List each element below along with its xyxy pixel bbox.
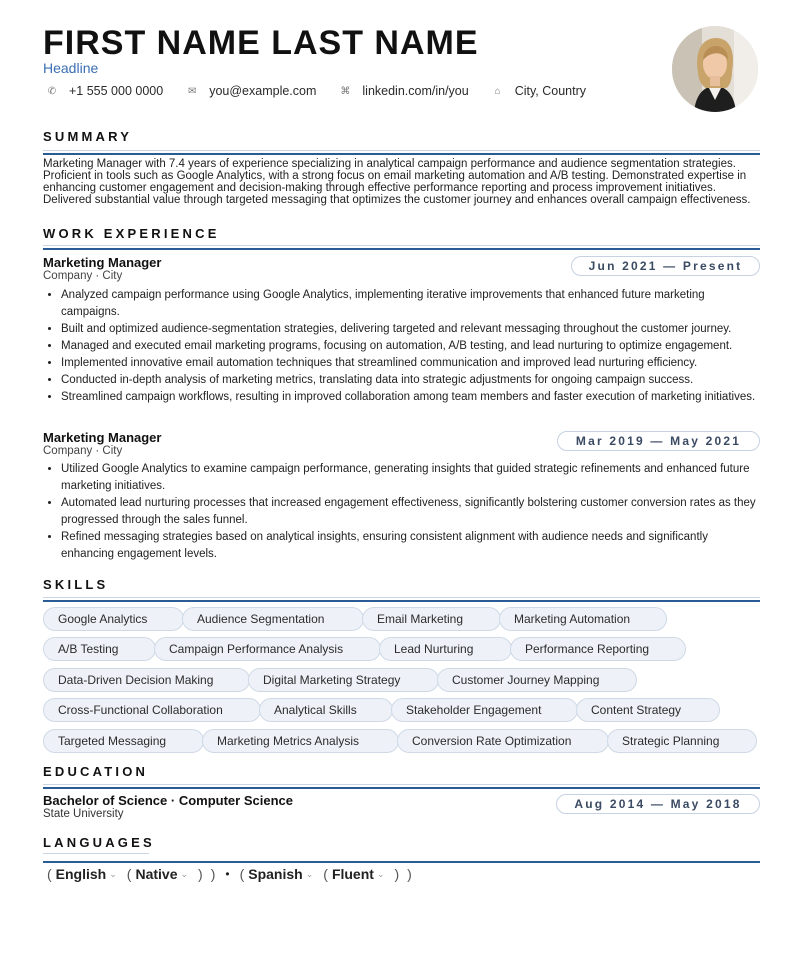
skill-chip: Stakeholder Engagement: [391, 698, 578, 722]
school-name: State University: [43, 808, 124, 820]
summary-rule: [43, 153, 760, 155]
job-bullets: [43, 461, 761, 563]
job-bullets: [43, 287, 761, 406]
job-company: Company · City: [43, 445, 123, 457]
skills-rule: [43, 600, 760, 602]
skills-rule-thin: [43, 597, 760, 598]
bullet-item: • Implemented innovative email automation techniques that streamlined communication and improved lead nurturing efficiency.: [61, 355, 761, 372]
skill-row: [43, 698, 760, 724]
headline: Headline: [43, 60, 99, 76]
skill-chip: Email Marketing: [362, 607, 501, 631]
languages-rule: [43, 861, 760, 863]
skill-chip: Data-Driven Decision Making: [43, 668, 250, 692]
skill-chip: Marketing Automation: [499, 607, 667, 631]
skill-chip: Audience Segmentation: [182, 607, 364, 631]
experience-heading: WORK EXPERIENCE: [43, 226, 220, 241]
education-dates-pill: Aug 2014 — May 2018: [556, 794, 760, 814]
phone-icon: ✆: [47, 85, 57, 97]
location-text: City, Country: [514, 84, 587, 98]
job-dates-pill: Mar 2019 — May 2021: [557, 431, 760, 451]
contact-linkedin[interactable]: [340, 84, 468, 98]
profile-photo: [672, 26, 758, 112]
skill-row: [43, 668, 760, 694]
skill-chip: Marketing Metrics Analysis: [202, 729, 399, 753]
skill-chip: Performance Reporting: [510, 637, 686, 661]
linkedin-text[interactable]: linkedin.com/in/you: [362, 84, 469, 98]
bullet-item: • Refined messaging strategies based on analytical insights, ensuring consistent alignment with audience needs and significantly enhancing engagement levels.: [61, 529, 761, 563]
skill-chip: Digital Marketing Strategy: [248, 668, 439, 692]
bullet-item: • Utilized Google Analytics to examine campaign performance, generating insights that guided strategic refinements and enhanced future marketing initiatives.: [61, 461, 761, 495]
job-title: Marketing Manager: [43, 255, 162, 270]
contact-bar: [47, 84, 610, 98]
experience-rule: [43, 248, 760, 250]
bullet-item: • Analyzed campaign performance using Google Analytics, implementing iterative improvements that enhanced future marketing campaigns.: [61, 287, 761, 321]
skills-list: [43, 607, 760, 759]
skill-chip: Content Strategy: [576, 698, 720, 722]
bullet-item: • Automated lead nurturing processes that increased engagement effectiveness, significantly bolstering customer conversion rates as they progressed through the sales funnel.: [61, 495, 761, 529]
skill-chip: Conversion Rate Optimization: [397, 729, 609, 753]
education-heading: EDUCATION: [43, 764, 149, 779]
bullet-item: • Built and optimized audience-segmentation strategies, delivering targeted and relevant messaging throughout the customer journey.: [61, 321, 761, 338]
degree-title: Bachelor of Science · Computer Science: [43, 793, 293, 808]
skill-chip: Lead Nurturing: [379, 637, 512, 661]
candidate-name: FIRST NAME LAST NAME: [43, 24, 479, 62]
skill-row: [43, 729, 760, 755]
education-rule: [43, 787, 760, 789]
chevron-down-icon[interactable]: ⌄: [305, 868, 314, 879]
skills-heading: SKILLS: [43, 577, 109, 592]
skill-chip: Cross-Functional Collaboration: [43, 698, 261, 722]
summary-rule-thin: [43, 150, 760, 151]
education-rule-thin: [43, 784, 760, 785]
experience-rule-thin: [43, 245, 760, 246]
skill-chip: Analytical Skills: [259, 698, 393, 722]
skill-chip: Google Analytics: [43, 607, 184, 631]
bullet-item: • Managed and executed email marketing programs, focusing on automation, A/B testing, and lead nurturing to optimize engagement.: [61, 338, 761, 355]
email-icon: ✉: [188, 85, 197, 97]
language-name: Spanish: [248, 866, 303, 882]
bullet-item: • Streamlined campaign workflows, resulting in improved collaboration among team members and faster execution of marketing initiatives.: [61, 389, 761, 406]
skill-row: [43, 607, 760, 633]
email-text[interactable]: you@example.com: [209, 84, 317, 98]
contact-phone: [47, 84, 163, 98]
languages-list: ( English ⌄ ( Native ⌄ ) ) • ( Spanish ⌄ ( Fluent ⌄ ) ): [47, 866, 412, 882]
phone-text: +1 555 000 0000: [69, 84, 164, 98]
languages-heading: LANGUAGES: [43, 835, 155, 850]
home-icon: ⌂: [494, 85, 501, 97]
job-company: Company · City: [43, 270, 123, 282]
skill-chip: Campaign Performance Analysis: [154, 637, 381, 661]
language-level: Fluent: [331, 866, 374, 882]
language-name: English: [55, 866, 107, 882]
language-level: Native: [135, 866, 178, 882]
bullet-item: • Conducted in-depth analysis of marketing metrics, translating data into strategic adjustments for ongoing campaign success.: [61, 372, 761, 389]
skill-chip: A/B Testing: [43, 637, 156, 661]
chevron-down-icon[interactable]: ⌄: [180, 868, 189, 879]
skill-chip: Customer Journey Mapping: [437, 668, 637, 692]
job-dates-pill: Jun 2021 — Present: [571, 256, 760, 276]
job-title: Marketing Manager: [43, 430, 162, 445]
chevron-down-icon[interactable]: ⌄: [376, 868, 385, 879]
link-icon: ⌘: [340, 85, 351, 97]
summary-text: Marketing Manager with 7.4 years of experience specializing in analytical campaign performance and audience segmentation strategies. Proficient in tools such as Google Analytics, with a strong focus on email marketing automation and A/B testing. Demonstrated expertise in enhancing customer engagement and decision-making through effective performance reporting and process improvement initiatives. Delivered substantial value through targeted messaging that optimizes the customer journey and enhances overall campaign effectiveness.: [43, 158, 751, 206]
separator-dot: •: [225, 867, 230, 881]
skill-chip: Strategic Planning: [607, 729, 757, 753]
chevron-down-icon[interactable]: ⌄: [109, 868, 117, 879]
summary-heading: SUMMARY: [43, 129, 133, 144]
contact-location: [493, 84, 586, 98]
languages-rule-thin: [43, 853, 149, 854]
skill-row: [43, 637, 760, 663]
contact-email[interactable]: [187, 84, 316, 98]
skill-chip: Targeted Messaging: [43, 729, 204, 753]
